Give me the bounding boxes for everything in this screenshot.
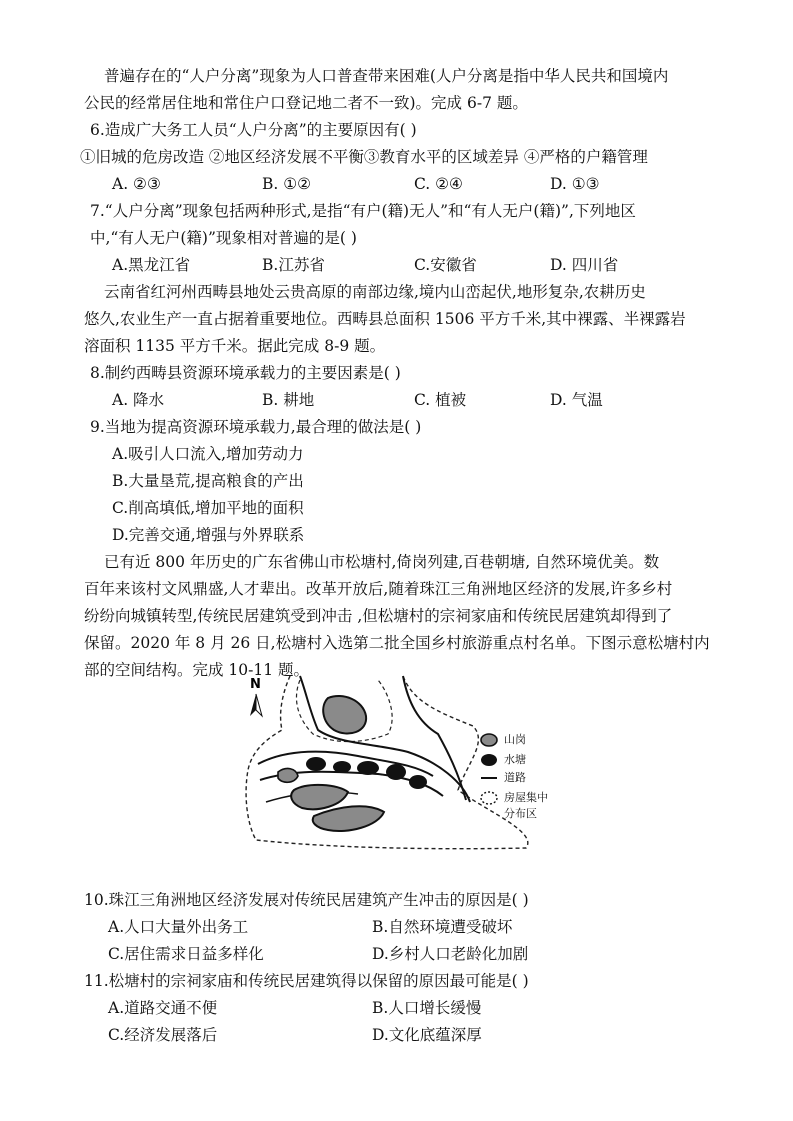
question-7-option-d: D. 四川省 [550, 256, 619, 274]
question-10-option-c: C.居住需求日益多样化 [108, 945, 264, 963]
intro-6-7-line-2: 公民的经常居住地和常住户口登记地二者不一致)。完成 6-7 题。 [84, 94, 528, 112]
pond [386, 764, 406, 780]
question-7-stem-line-2: 中,“有人无户(籍)”现象相对普遍的是( ) [90, 229, 357, 247]
intro-10-11-line-2: 百年来该村文风鼎盛,人才辈出。改革开放后,随着珠江三角洲地区经济的发展,许多乡村 [84, 580, 673, 598]
question-6-option-a: A. ②③ [112, 175, 161, 193]
songtang-village-map [238, 672, 598, 854]
question-10-stem: 10.珠江三角洲地区经济发展对传统民居建筑产生冲击的原因是( ) [84, 891, 529, 909]
question-6-stem: 6.造成广大务工人员“人户分离”的主要原因有( ) [90, 121, 417, 139]
question-8-option-d: D. 气温 [550, 391, 603, 409]
question-11-option-b: B.人口增长缓慢 [372, 999, 482, 1017]
legend-housing-symbol [481, 792, 497, 804]
pond [306, 757, 326, 771]
north-label: N [250, 677, 261, 692]
question-8-option-c: C. 植被 [414, 391, 467, 409]
intro-10-11-line-4: 保留。2020 年 8 月 26 日,松塘村入选第二批全国乡村旅游重点村名单。下图示意松塘村内 [84, 634, 710, 652]
question-9-stem: 9.当地为提高资源环境承载力,最合理的做法是( ) [90, 418, 422, 436]
intro-10-11-line-1: 已有近 800 年历史的广东省佛山市松塘村,倚岗列建,百巷朝塘, 自然环境优美。数 [104, 553, 660, 571]
legend-hill-label: 山岗 [504, 733, 526, 746]
north-arrow-icon [250, 677, 262, 716]
legend-housing-label-1: 房屋集中 [504, 791, 548, 804]
question-8-option-b: B. 耕地 [262, 391, 315, 409]
question-7-option-c: C.安徽省 [414, 256, 477, 274]
intro-8-9-line-1: 云南省红河州西畴县地处云贵高原的南部边缘,境内山峦起伏,地形复杂,农耕历史 [104, 283, 646, 301]
hill [278, 769, 298, 783]
intro-10-11-line-3: 纷纷向城镇转型,传统民居建筑受到冲击 ,但松塘村的宗祠家庙和传统民居建筑却得到了 [84, 607, 673, 625]
question-8-stem: 8.制约西畴县资源环境承载力的主要因素是( ) [90, 364, 401, 382]
question-9-option-b: B.大量垦荒,提高粮食的产出 [112, 472, 304, 490]
question-6-option-d: D. ①③ [550, 175, 600, 193]
question-11-option-d: D.文化底蕴深厚 [372, 1026, 482, 1044]
hill [323, 696, 366, 734]
intro-6-7-line-1: 普遍存在的“人户分离”现象为人口普查带来困难(人户分离是指中华人民共和国境内 [104, 67, 669, 85]
question-7-stem-line-1: 7.“人户分离”现象包括两种形式,是指“有户(籍)无人”和“有人无户(籍)”,下列地区 [90, 202, 636, 220]
legend-housing-label-2: 分布区 [504, 807, 537, 820]
question-10-option-b: B.自然环境遭受破坏 [372, 918, 513, 936]
question-7-option-a: A.黑龙江省 [112, 256, 191, 274]
question-10-option-d: D.乡村人口老龄化加剧 [372, 945, 529, 963]
intro-8-9-line-3: 溶面积 1135 平方千米。据此完成 8-9 题。 [84, 337, 386, 355]
question-9-option-a: A.吸引人口流入,增加劳动力 [112, 445, 304, 463]
question-11-option-a: A.道路交通不便 [108, 999, 218, 1017]
legend-pond-symbol [481, 754, 497, 766]
question-6-option-b: B. ①② [262, 175, 312, 193]
pond [409, 775, 427, 789]
question-11-stem: 11.松塘村的宗祠家庙和传统民居建筑得以保留的原因最可能是( ) [84, 972, 529, 990]
legend-road-label: 道路 [504, 771, 526, 784]
intro-10-11-line-5: 部的空间结构。完成 10-11 题。 [84, 661, 310, 679]
question-11-option-c: C.经济发展落后 [108, 1026, 218, 1044]
legend-hill-symbol [481, 734, 497, 746]
question-9-option-c: C.削高填低,增加平地的面积 [112, 499, 304, 517]
question-7-option-b: B.江苏省 [262, 256, 325, 274]
hill [313, 806, 384, 831]
intro-8-9-line-2: 悠久,农业生产一直占据着重要地位。西畴县总面积 1506 平方千米,其中裸露、半裸露岩 [84, 310, 686, 328]
question-8-option-a: A. 降水 [112, 391, 165, 409]
hill [291, 785, 348, 809]
question-6-statements: ①旧城的危房改造 ②地区经济发展不平衡③教育水平的区域差异 ④严格的户籍管理 [80, 148, 648, 166]
legend-pond-label: 水塘 [504, 753, 526, 766]
question-6-option-c: C. ②④ [414, 175, 463, 193]
pond [333, 761, 351, 773]
question-9-option-d: D.完善交通,增强与外界联系 [112, 526, 305, 544]
pond [357, 761, 379, 775]
question-10-option-a: A.人口大量外出务工 [108, 918, 249, 936]
